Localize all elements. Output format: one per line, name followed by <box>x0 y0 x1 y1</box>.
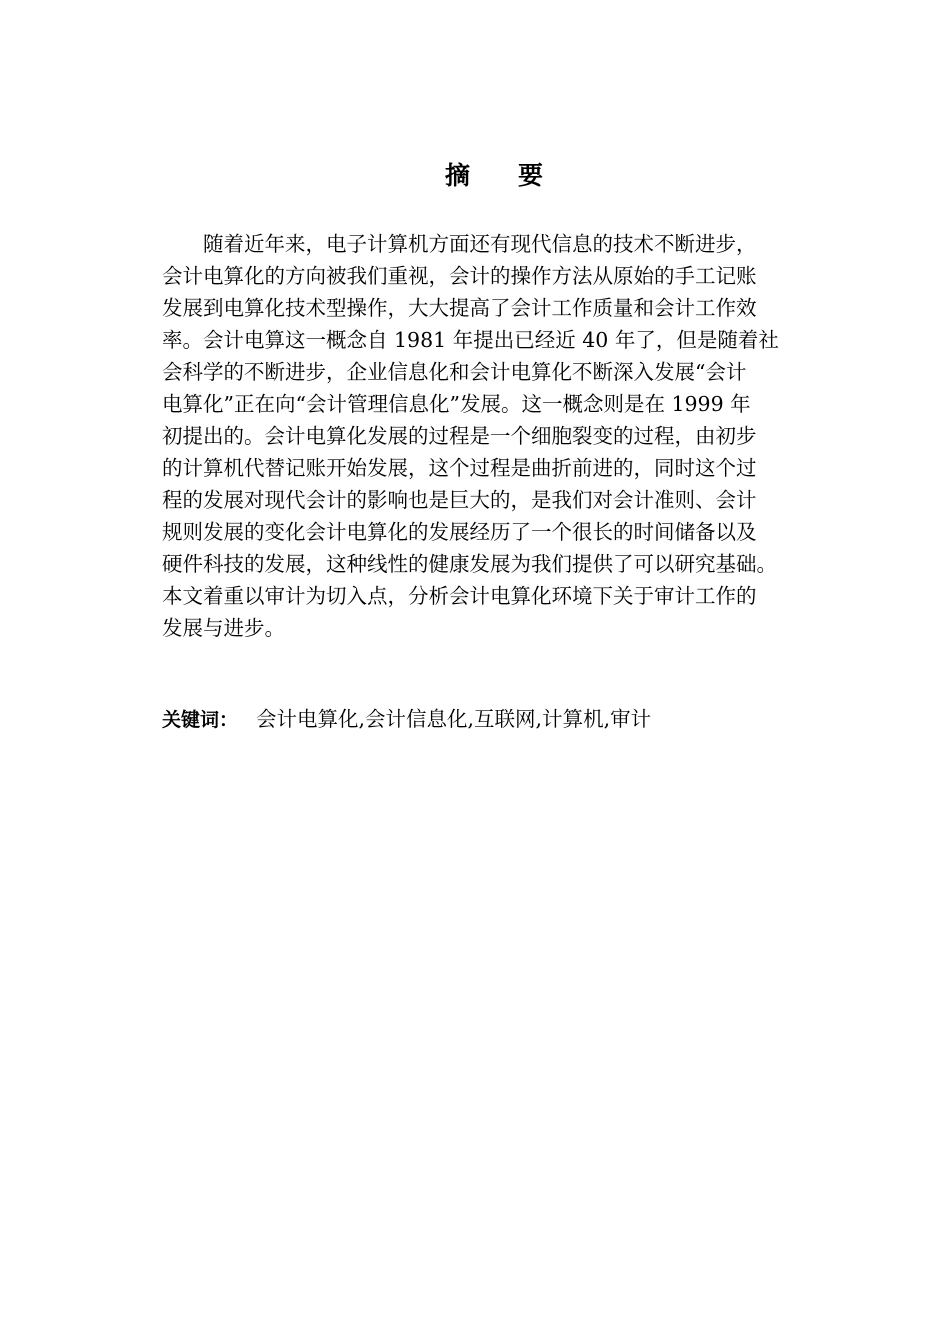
abstract-line: 本文着重以审计为切入点，分析会计电算化环境下关于审计工作的 <box>162 584 757 608</box>
abstract-line: 初提出的。会计电算化发展的过程是一个细胞裂变的过程，由初步 <box>162 424 757 448</box>
abstract-title-char-2: 要 <box>518 161 544 190</box>
abstract-title-char-1: 摘 <box>444 161 470 190</box>
abstract-line: 发展到电算化技术型操作，大大提高了会计工作质量和会计工作效 <box>162 296 757 320</box>
abstract-line: 率。会计电算这一概念自 1981 年提出已经近 40 年了，但是随着社 <box>162 328 779 352</box>
abstract-line: 硬件科技的发展，这种线性的健康发展为我们提供了可以研究基础。 <box>162 552 777 576</box>
abstract-line: 程的发展对现代会计的影响也是巨大的，是我们对会计准则、会计 <box>162 488 757 512</box>
abstract-body <box>162 228 852 644</box>
abstract-title <box>0 158 950 194</box>
keywords-row <box>162 703 651 735</box>
abstract-line: 的计算机代替记账开始发展，这个过程是曲折前进的，同时这个过 <box>162 456 757 480</box>
abstract-line: 规则发展的变化会计电算化的发展经历了一个很长的时间储备以及 <box>162 520 757 544</box>
abstract-line: 会科学的不断进步，企业信息化和会计电算化不断深入发展“会计 <box>162 360 747 384</box>
keywords-label: 关键词： <box>162 709 239 731</box>
abstract-line: 发展与进步。 <box>162 616 285 640</box>
keywords-value: 会计电算化,会计信息化,互联网,计算机,审计 <box>256 707 652 731</box>
abstract-line: 会计电算化的方向被我们重视，会计的操作方法从原始的手工记账 <box>162 264 757 288</box>
abstract-line: 随着近年来，电子计算机方面还有现代信息的技术不断进步， <box>203 232 757 256</box>
abstract-line: 电算化”正在向“会计管理信息化”发展。这一概念则是在 1999 年 <box>162 392 751 416</box>
